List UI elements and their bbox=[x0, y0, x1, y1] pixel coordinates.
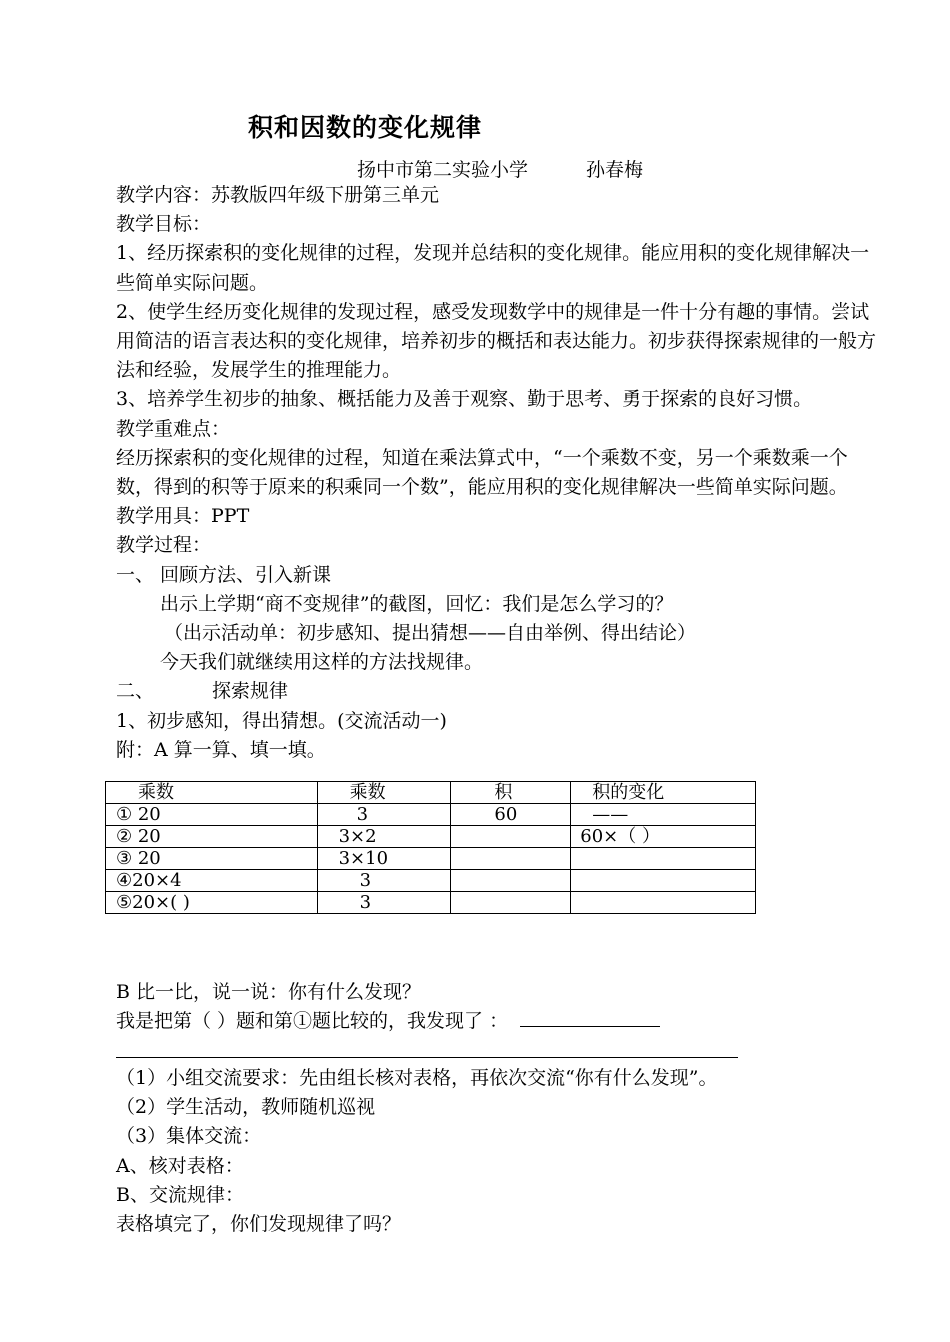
objective-2: 2、使学生经历变化规律的发现过程，感受发现数学中的规律是一件十分有趣的事情。尝试用简洁的语言表达积的变化规律，培养初步的概括和表达能力。初步获得探索规律的一般方法和经验，发展学生的推理能力。 bbox=[116, 300, 877, 382]
table-row bbox=[106, 848, 756, 870]
cell-product-change[interactable] bbox=[571, 848, 756, 870]
section-1-line-3: 今天我们就继续用这样的方法找规律。 bbox=[160, 651, 484, 674]
author-line bbox=[357, 155, 643, 182]
section-2-title: 探索规律 bbox=[212, 680, 289, 703]
cell-product[interactable] bbox=[451, 848, 571, 870]
cell-factor-2: 3×10 bbox=[317, 848, 451, 870]
comparison-text: 我是把第（ ）题和第①题比较的，我发现了 ： bbox=[116, 1010, 509, 1033]
document-title: 积和因数的变化规律 bbox=[248, 113, 483, 142]
cell-factor-2: 3 bbox=[317, 870, 451, 892]
section-1-line-1: 出示上学期“商不变规律”的截图，回忆：我们是怎么学习的？ bbox=[160, 592, 674, 615]
cell-product-change[interactable] bbox=[571, 870, 756, 892]
cell-product: 60 bbox=[451, 804, 571, 826]
cell-factor-1: ① 20 bbox=[106, 804, 318, 826]
appendix-a: 附：A 算一算、填一填。 bbox=[116, 738, 326, 761]
closing-line-3: （3）集体交流： bbox=[116, 1125, 262, 1148]
cell-factor-1: ③ 20 bbox=[106, 848, 318, 870]
closing-section bbox=[116, 1064, 880, 1239]
key-points-text: 经历探索积的变化规律的过程，知道在乘法算式中，“一个乘数不变，另一个乘数乘一个数，得到的积等于原来的积乘同一个数”，能应用积的变化规律解决一些简单实际问题。 bbox=[116, 446, 848, 499]
document-body bbox=[116, 181, 880, 765]
cell-product[interactable] bbox=[451, 870, 571, 892]
section-1-heading: 一、 回顾方法、引入新课 bbox=[116, 563, 332, 586]
cell-factor-2: 3×2 bbox=[317, 826, 451, 848]
cell-product-change[interactable] bbox=[571, 892, 756, 914]
process-heading: 教学过程： bbox=[116, 534, 212, 557]
teaching-tools: 教学用具：PPT bbox=[116, 505, 250, 528]
cell-product[interactable] bbox=[451, 892, 571, 914]
teaching-content: 教学内容：苏教版四年级下册第三单元 bbox=[116, 184, 440, 206]
appendix-b: B 比一比，说一说：你有什么发现？ bbox=[116, 981, 422, 1003]
calculation-table bbox=[105, 781, 756, 914]
section-2-heading bbox=[116, 677, 880, 706]
table-header-row bbox=[106, 782, 756, 804]
objective-1: 1、经历探索积的变化规律的过程，发现并总结积的变化规律。能应用积的变化规律解决一些简单实际问题。 bbox=[116, 242, 870, 294]
cell-factor-2: 3 bbox=[317, 804, 451, 826]
answer-line[interactable] bbox=[116, 1057, 738, 1058]
answer-blank[interactable] bbox=[520, 1008, 660, 1027]
cell-factor-1: ④20×4 bbox=[106, 870, 318, 892]
cell-factor-1: ② 20 bbox=[106, 826, 318, 848]
closing-line-4: A、核对表格： bbox=[116, 1154, 244, 1177]
table-row bbox=[106, 826, 756, 848]
header-factor-1: 乘数 bbox=[106, 782, 318, 804]
cell-product[interactable] bbox=[451, 826, 571, 848]
closing-line-5: B、交流规律： bbox=[116, 1183, 244, 1206]
school-name: 扬中市第二实验小学 bbox=[357, 159, 529, 181]
table-row bbox=[106, 870, 756, 892]
closing-line-6: 表格填完了，你们发现规律了吗？ bbox=[116, 1213, 402, 1236]
cell-factor-1[interactable]: ⑤20×( ) bbox=[106, 892, 318, 914]
cell-product-change: —— bbox=[571, 804, 756, 826]
section-2-number: 二、 bbox=[116, 680, 155, 703]
step-1: 1、初步感知，得出猜想。(交流活动一) bbox=[116, 709, 447, 732]
closing-line-1: （1）小组交流要求：先由组长核对表格，再依次交流“你有什么发现”。 bbox=[116, 1067, 718, 1089]
closing-line-2: （2）学生活动，教师随机巡视 bbox=[116, 1096, 376, 1119]
header-product: 积 bbox=[451, 782, 571, 804]
objective-3: 3、培养学生初步的抽象、概括能力及善于观察、勤于思考、勇于探索的良好习惯。 bbox=[116, 388, 813, 411]
objectives-heading: 教学目标： bbox=[116, 213, 212, 236]
author-name: 孙春梅 bbox=[586, 159, 644, 181]
comparison-line bbox=[116, 1007, 880, 1036]
table-row bbox=[106, 804, 756, 826]
cell-product-change[interactable]: 60×（ ） bbox=[571, 826, 756, 848]
key-points-heading: 教学重难点： bbox=[116, 417, 231, 440]
comparison-section bbox=[116, 978, 880, 1036]
table-row bbox=[106, 892, 756, 914]
cell-factor-2: 3 bbox=[317, 892, 451, 914]
section-1-line-2: （出示活动单：初步感知、提出猜想——自由举例、得出结论） bbox=[164, 622, 697, 645]
header-factor-2: 乘数 bbox=[317, 782, 451, 804]
header-product-change: 积的变化 bbox=[571, 782, 756, 804]
